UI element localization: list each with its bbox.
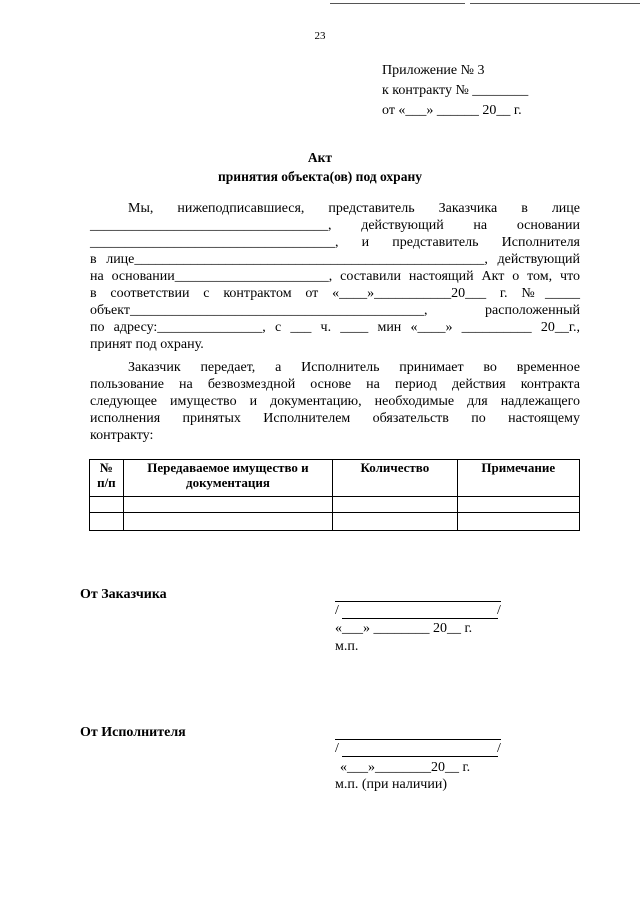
body-line: контракту: bbox=[90, 428, 154, 443]
body-line: следующее имущество и документацию, необходимые для надлежащего bbox=[90, 394, 580, 409]
customer-signature-line bbox=[335, 601, 501, 602]
body-line: по адресу:_______________, с ___ ч. ____ мин «____» __________ 20__г., bbox=[90, 320, 580, 335]
customer-date: «___» ________ 20__ г. bbox=[335, 621, 473, 636]
table-cell bbox=[90, 497, 124, 513]
contractor-stamp: м.п. (при наличии) bbox=[335, 777, 447, 792]
contractor-signature-line bbox=[335, 739, 501, 740]
table-header-number: № п/п bbox=[90, 460, 124, 497]
contractor-date: «___»________20__ г. bbox=[340, 760, 471, 775]
body-line: исполнения принятых Исполнителем обязательств по настоящему bbox=[90, 411, 580, 426]
table-header-property: Передаваемое имущество и документация bbox=[123, 460, 332, 497]
table-cell bbox=[333, 497, 457, 513]
body-line: в лице__________________________________________________, действующий bbox=[90, 252, 580, 267]
appendix-line-3: от «___» ______ 20__ г. bbox=[382, 103, 522, 118]
body-line: объект__________________________________________, расположенный bbox=[90, 303, 580, 318]
customer-name-line bbox=[342, 618, 498, 619]
header-rule-right bbox=[470, 3, 640, 4]
appendix-line-2: к контракту № ________ bbox=[382, 83, 529, 98]
table-header-quantity: Количество bbox=[333, 460, 457, 497]
body-line: ___________________________________, и представитель Исполнителя bbox=[90, 235, 580, 250]
table-header-note: Примечание bbox=[457, 460, 579, 497]
body-line: в соответствии с контрактом от «____»___________20___ г. №_____ bbox=[90, 286, 580, 301]
customer-slash-right: / bbox=[497, 603, 501, 618]
table-cell bbox=[457, 513, 579, 531]
table-row bbox=[90, 497, 580, 513]
table-header-row bbox=[90, 460, 580, 497]
document-title: Акт bbox=[307, 150, 333, 165]
body-line: Мы, нижеподписавшиеся, представитель Заказчика в лице bbox=[128, 201, 580, 216]
table-cell bbox=[123, 497, 332, 513]
table-row bbox=[90, 513, 580, 531]
body-line: Заказчик передает, а Исполнитель принимает во временное bbox=[128, 360, 580, 375]
customer-slash-left: / bbox=[335, 603, 339, 618]
table-cell bbox=[90, 513, 124, 531]
table-cell bbox=[123, 513, 332, 531]
contractor-name-line bbox=[342, 756, 498, 757]
customer-stamp: м.п. bbox=[335, 639, 359, 654]
appendix-line-1: Приложение № 3 bbox=[382, 63, 485, 78]
header-rule-left bbox=[330, 3, 465, 4]
page-number: 23 bbox=[314, 30, 326, 42]
contractor-slash-left: / bbox=[335, 741, 339, 756]
contractor-slash-right: / bbox=[497, 741, 501, 756]
body-line: пользование на безвозмездной основе на период действия контракта bbox=[90, 377, 580, 392]
body-line: принят под охрану. bbox=[90, 337, 204, 352]
document-subtitle: принятия объекта(ов) под охрану bbox=[218, 169, 422, 184]
property-table bbox=[89, 459, 580, 531]
customer-signature-label: От Заказчика bbox=[80, 587, 167, 602]
table-cell bbox=[333, 513, 457, 531]
body-line: __________________________________, действующий на основании bbox=[90, 218, 580, 233]
body-line: на основании______________________, составили настоящий Акт о том, что bbox=[90, 269, 580, 284]
table-cell bbox=[457, 497, 579, 513]
contractor-signature-label: От Исполнителя bbox=[80, 725, 186, 740]
